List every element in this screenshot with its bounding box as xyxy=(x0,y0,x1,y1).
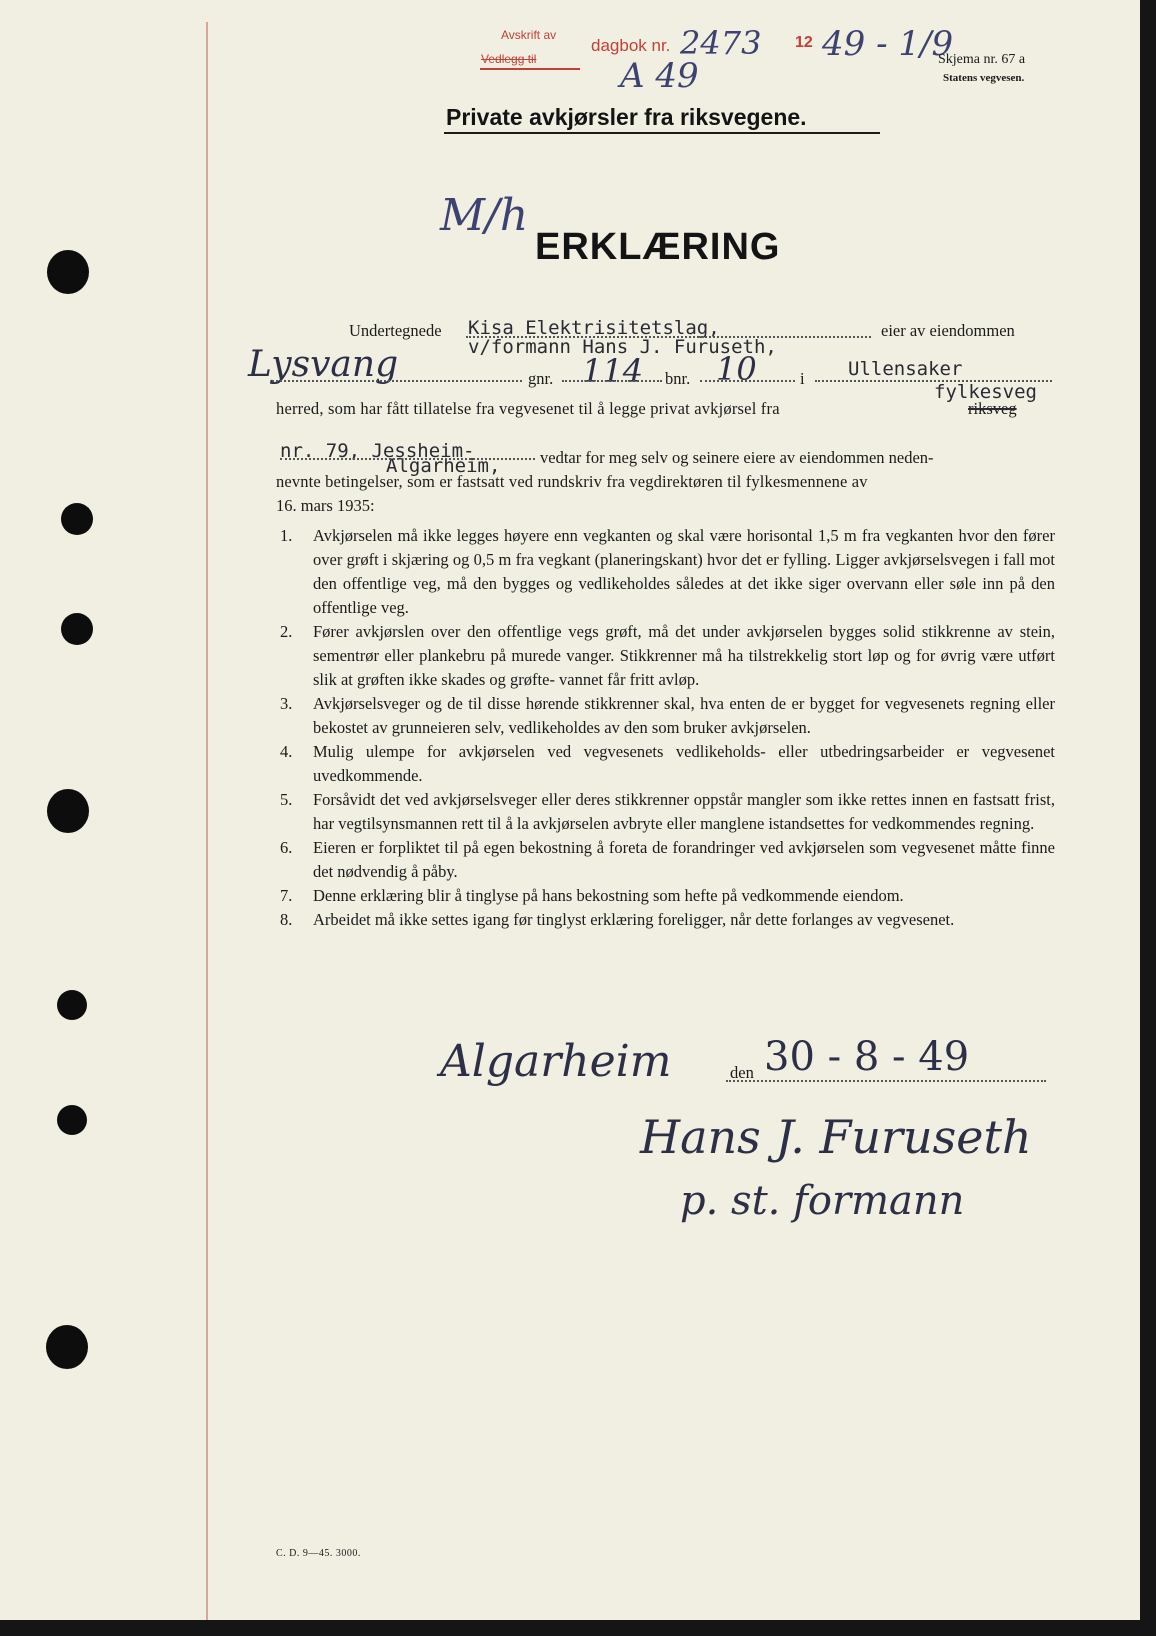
list-item-text: Forsåvidt det ved avkjørselsveger eller deres stikkrenner oppstår mangler som ikke rettes innen en fastsatt frist, har vegtilsynsmannen rett til å la avkjørselen avbryte eller manglene istandsettes for vedkommendes regning. xyxy=(313,790,1055,833)
punch-hole xyxy=(57,990,87,1020)
owner-name: Kisa Elektrisitetslag, xyxy=(468,317,720,339)
copy-label-2: Vedlegg til xyxy=(481,52,537,66)
list-item xyxy=(280,908,1055,932)
property-dotted-line xyxy=(272,380,522,382)
property-name: Lysvang xyxy=(248,344,399,385)
road-type-insert: fylkesveg xyxy=(934,381,1037,403)
signature-date: 30 - 8 - 49 xyxy=(764,1034,970,1080)
list-item-number: 2. xyxy=(280,622,293,641)
bnr-value: 10 xyxy=(716,350,757,388)
list-item-text: Fører avkjørslen over den offentlige vegs grøft, må det under avkjørselen bygges solid stikkrenne av stein, sementrør eller plankebru på murede vanger. Stikkrenner må ha tilstrekkelig stort løp og for øvrig være utført slik at grøften ikke skades og grøfte- vannet får fritt avløp. xyxy=(313,622,1055,689)
gnr-label: gnr. xyxy=(528,369,554,388)
registry-mark: A 49 xyxy=(620,56,699,96)
gnr-value: 114 xyxy=(582,352,644,390)
list-item-text: Avkjørselen må ikke legges høyere enn vegkanten og skal være horisontal 1,5 m fra vegkanten hvor den fører over grøft i skjæring og 0,5 m fra vegkant (planeringskant) hvor det er fylling. Ligger avkjørselsvegen i fall mot den offentlige veg, må den bygges og vedlikeholdes således at det ikke siger overvann eller søle inn på den offentlige veg. xyxy=(313,526,1055,617)
margin-line xyxy=(206,22,208,1620)
signature-place: Algarheim xyxy=(440,1036,672,1087)
list-item-text: Denne erklæring blir å tinglyse på hans bekostning som hefte på vedkommende eiendom. xyxy=(313,886,904,905)
journal-label: dagbok nr. xyxy=(591,36,671,55)
list-item xyxy=(280,524,1055,620)
road-dotted-line xyxy=(280,458,535,460)
initials-mark: M/h xyxy=(440,190,529,241)
journal-date: 49 - 1/9 xyxy=(822,24,954,64)
stamp-underline xyxy=(480,68,580,70)
punch-hole xyxy=(47,789,89,833)
bnr-dotted-line xyxy=(700,380,795,382)
list-item-number: 8. xyxy=(280,910,293,929)
form-number: Skjema nr. 67 a xyxy=(938,52,1026,67)
bnr-label: bnr. xyxy=(665,369,691,388)
list-item-number: 6. xyxy=(280,838,293,857)
page-title: ERKLÆRING xyxy=(535,226,781,268)
scan-edge-right xyxy=(1140,0,1156,1636)
signature-dotted-line xyxy=(726,1080,1046,1082)
journal-suffix: 12 xyxy=(795,34,813,51)
date-label: den xyxy=(730,1063,754,1082)
print-code: C. D. 9—45. 3000. xyxy=(276,1548,361,1559)
scan-edge-bottom xyxy=(0,1620,1156,1636)
undersigned-label: Undertegnede xyxy=(349,321,442,340)
heading-underline xyxy=(444,132,880,134)
signer-role: p. st. formann xyxy=(680,1178,965,1224)
list-item-text: Eieren er forpliktet til på egen bekostning å foreta de forandringer ved avkjørselen som vegvesenet måtte finne det nødvendig å påby. xyxy=(313,838,1055,881)
list-item-text: Arbeidet må ikke settes igang før tinglyst erklæring foreligger, når dette forlanges av vegvesenet. xyxy=(313,910,955,929)
punch-hole xyxy=(61,613,93,645)
conditions-text: nevnte betingelser, som er fastsatt ved rundskriv fra vegdirektøren til fylkesmennene av xyxy=(276,472,868,491)
document-heading: Private avkjørsler fra riksvegene. xyxy=(446,104,807,130)
list-item xyxy=(280,740,1055,788)
list-item xyxy=(280,884,1055,908)
punch-hole xyxy=(46,1325,88,1369)
copy-label-1: Avskrift av xyxy=(501,28,557,42)
circular-date: 16. mars 1935: xyxy=(276,496,375,515)
list-item-number: 4. xyxy=(280,742,293,761)
permission-text: herred, som har fått tillatelse fra vegvesenet til å legge privat avkjørsel fra xyxy=(276,399,780,418)
list-item-number: 1. xyxy=(280,526,293,545)
signer-name: Hans J. Furuseth xyxy=(640,1110,1032,1164)
list-item-text: Mulig ulempe for avkjørselen ved vegvesenets vedlikeholds- eller utbedringsarbeider er vegvesenet uvedkommende. xyxy=(313,742,1055,785)
list-item xyxy=(280,836,1055,884)
punch-hole xyxy=(57,1105,87,1135)
list-item-number: 3. xyxy=(280,694,293,713)
journal-number: 2473 xyxy=(680,24,762,62)
list-item-number: 7. xyxy=(280,886,293,905)
municipality: Ullensaker xyxy=(848,358,963,380)
road-number: nr. 79, Jessheim- xyxy=(280,440,475,462)
punch-hole xyxy=(61,503,93,535)
list-item xyxy=(280,788,1055,836)
in-label: i xyxy=(800,369,805,388)
owner-suffix: eier av eiendommen xyxy=(881,321,1015,340)
road-number-continued: Algarheim, xyxy=(386,455,501,477)
conditions-list xyxy=(280,524,1055,932)
undertaking-text: vedtar for meg selv og seinere eiere av eiendommen neden- xyxy=(540,448,934,467)
struck-road-word: riksveg xyxy=(968,399,1017,418)
owner-representative: v/formann Hans J. Furuseth, xyxy=(468,336,777,358)
form-issuer: Statens vegvesen. xyxy=(943,72,1025,84)
list-item xyxy=(280,620,1055,692)
list-item-number: 5. xyxy=(280,790,293,809)
punch-hole xyxy=(47,250,89,294)
gnr-dotted-line xyxy=(562,380,662,382)
list-item-text: Avkjørselsveger og de til disse hørende stikkrenner skal, hva enten de er bygget for vegvesenets regning eller bekostet av grunneieren selv, vedlikeholdes av den som bruker avkjørselen. xyxy=(313,694,1055,737)
list-item xyxy=(280,692,1055,740)
